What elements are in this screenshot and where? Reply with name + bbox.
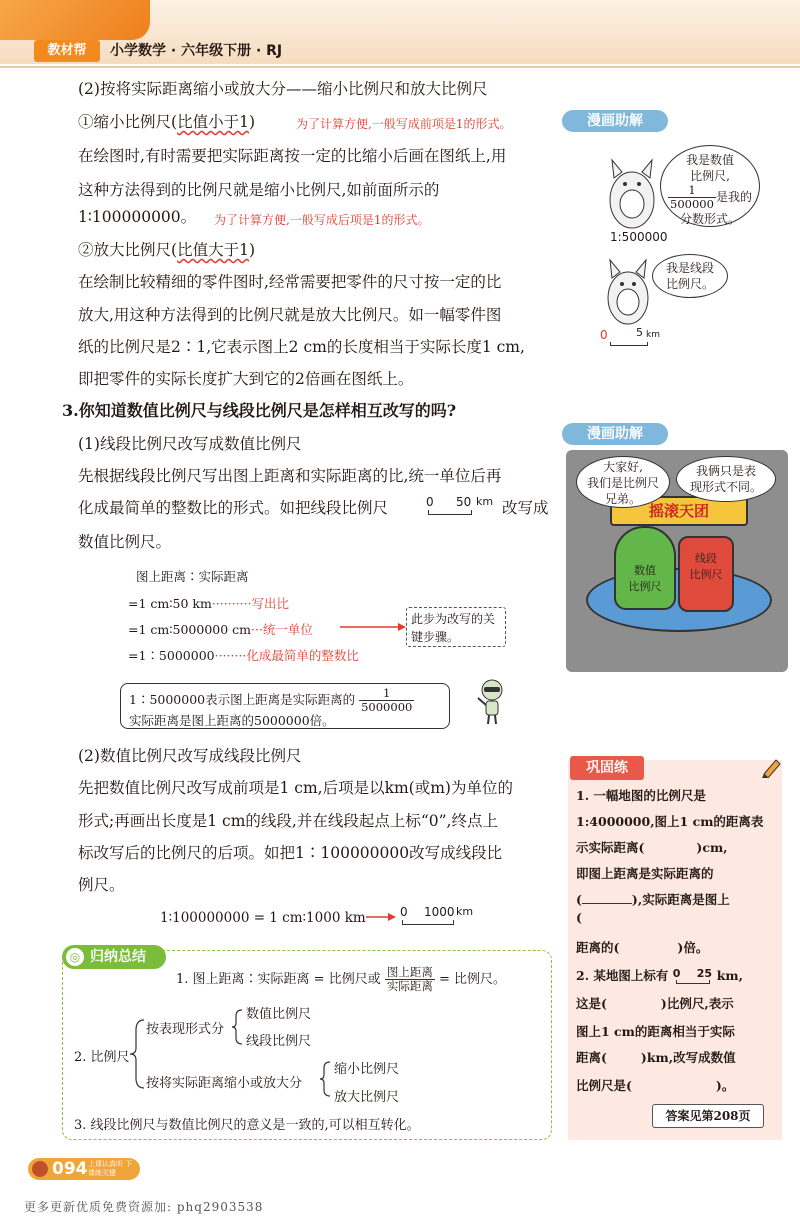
enlarge-scale-title: ②放大比例尺(比值大于1): [78, 241, 255, 259]
practice-line: 2. 某地图上标有 0 25 km,: [576, 967, 744, 983]
mascot-icon: [32, 1161, 48, 1177]
paragraph-line: 例尺。: [78, 876, 125, 894]
line-scale-1000km: 0 1000 km: [398, 905, 482, 931]
reduce-p3-note: 为了计算方便,一般写成后项是1的形式。: [214, 213, 430, 227]
calc-head: 图上距离∶实际距离: [136, 569, 249, 584]
question-3-title: 3.你知道数值比例尺与线段比例尺是怎样相互改写的吗?: [62, 401, 457, 420]
page-number: 094: [52, 1159, 88, 1179]
practice-tag: 巩固练: [570, 756, 644, 780]
cat-character-icon: [600, 152, 664, 232]
practice-line: 示实际距离( )cm,: [576, 840, 728, 855]
answer-blank[interactable]: [582, 903, 632, 904]
paragraph-line: 先把数值比例尺改写成前项是1 cm,后项是以km(或m)为单位的: [78, 779, 513, 797]
section-3-1-title: (1)线段比例尺改写成数值比例尺: [78, 435, 302, 453]
practice-line: ( ),实际距离是图上: [576, 892, 730, 907]
speech-bubble: 大家好, 我们是比例尺 兄弟。: [576, 456, 670, 508]
robot-icon: [474, 678, 510, 728]
summary-leaf: 线段比例尺: [246, 1034, 312, 1049]
band-banner: 摇滚天团: [610, 496, 748, 526]
calc-step-1: =1 cm∶50 km··········写出比: [128, 596, 290, 611]
comic-tag: 漫画助解: [562, 110, 668, 132]
pencil-icon: [760, 756, 782, 778]
fraction: $\frac{\text{图上距离}}{\text{实际距离}}$: [386, 965, 433, 993]
conclusion-box: 1∶5000000表示图上距离是实际距离的 $\frac{1}{5000000}$ 实际距离是图上距离的5000000倍。: [120, 683, 450, 729]
practice-line: 1. 一幅地图的比例尺是: [576, 788, 706, 803]
book-title: 小学数学 · 六年级下册 · RJ: [110, 43, 283, 59]
comic-tag: 漫画助解: [562, 423, 668, 445]
reduce-scale-condition: 比值小于1: [177, 113, 249, 131]
paragraph-line: 先根据线段比例尺写出图上距离和实际距离的比,统一单位后再: [78, 467, 502, 485]
key-step-note: 此步为改写的关键步骤。: [406, 607, 506, 647]
summary-leaf: 数值比例尺: [246, 1007, 312, 1022]
reduce-scale-title: ①缩小比例尺(比值小于1): [78, 113, 255, 131]
reduce-note: 为了计算方便,一般写成前项是1的形式。: [296, 117, 512, 131]
summary-leaf: 缩小比例尺: [334, 1062, 400, 1077]
fraction: $\frac{1}{5000000}$: [361, 686, 413, 714]
practice-line: 即图上距离是实际距离的: [576, 866, 714, 881]
comic-label: 1:500000: [610, 230, 668, 244]
arrow-icon: [340, 620, 406, 634]
paragraph-line: 纸的比例尺是2∶1,它表示图上2 cm的长度相当于实际长度1 cm,: [78, 338, 525, 356]
practice-line: 图上1 cm的距离相当于实际: [576, 1024, 735, 1039]
calc-step-2: =1 cm∶5000000 cm···统一单位: [128, 622, 313, 637]
arrow-icon: [366, 910, 396, 924]
line-scale-25km: 0 25: [673, 968, 717, 984]
speech-bubble: 我是数值 比例尺, $\frac{1}{500000}$ 是我的 分数形式。: [660, 145, 760, 227]
paragraph-line: 改写成: [502, 499, 549, 517]
practice-line: 1:4000000,图上1 cm的距离表: [576, 814, 764, 829]
speech-bubble: 我俩只是表 现形式不同。: [676, 456, 776, 502]
character-numeric-scale: 数值 比例尺: [614, 526, 676, 610]
line-scale-5km: 0 5 km: [600, 328, 670, 348]
paragraph-line: 在绘图时,有时需要把实际距离按一定的比缩小后画在图纸上,用: [78, 147, 507, 165]
practice-line: 比例尺是( )。: [576, 1078, 735, 1093]
summary-item-3: 3. 线段比例尺与数值比例尺的意义是一致的,可以相互转化。: [74, 1118, 420, 1133]
calc-step-3: =1∶5000000········化成最简单的整数比: [128, 648, 359, 663]
speech-bubble: 我是线段 比例尺。: [652, 254, 728, 298]
practice-line: (: [576, 910, 582, 925]
section-3-2-title: (2)数值比例尺改写成线段比例尺: [78, 747, 302, 765]
cat-character-icon: [600, 254, 656, 330]
paragraph-line: 标改写后的比例尺的后项。如把1∶100000000改写成线段比: [78, 844, 503, 862]
paragraph-line: 这种方法得到的比例尺就是缩小比例尺,如前面所示的: [78, 181, 440, 199]
footer-slogan: 上课认真听 下课练关键: [88, 1160, 133, 1177]
section-2-title: (2)按将实际距离缩小或放大分——缩小比例尺和放大比例尺: [78, 80, 488, 98]
paragraph-line: 即把零件的实际长度扩大到它的2倍画在图纸上。: [78, 370, 414, 388]
paragraph-line: 在绘制比较精细的零件图时,经常需要把零件的尺寸按一定的比: [78, 273, 502, 291]
header-divider: [0, 66, 800, 68]
answer-reference: 答案见第208页: [652, 1104, 764, 1128]
paragraph-line: 形式;再画出长度是1 cm的线段,并在线段起点上标“0”,终点上: [78, 812, 498, 830]
summary-item-2-label: 2. 比例尺: [74, 1050, 130, 1065]
paragraph-line: 化成最简单的整数比的形式。如把线段比例尺: [78, 499, 389, 517]
summary-item-1: 1. 图上距离∶实际距离 = 比例尺或 $\frac{\text{图上距离}}{\text{实际距离}}$ = 比例尺。: [176, 965, 507, 993]
enlarge-scale-condition: 比值大于1: [177, 241, 249, 259]
practice-line: 距离的( )倍。: [576, 940, 709, 955]
character-line-scale: 线段 比例尺: [678, 536, 734, 612]
brand-badge: 教材帮: [34, 40, 100, 62]
watermark-text: 更多更新优质免费资源加: phq2903538: [24, 1200, 264, 1214]
summary-badge: ◎ 归纳总结: [62, 945, 166, 969]
line-scale-50km: 0 50 km: [424, 495, 498, 519]
summary-leaf: 放大比例尺: [334, 1090, 400, 1105]
practice-line: 这是( )比例尺,表示: [576, 996, 734, 1011]
target-icon: ◎: [66, 948, 84, 966]
summary-branch-1: 按表现形式分: [146, 1022, 225, 1037]
practice-line: 距离( )km,改写成数值: [576, 1050, 736, 1065]
header-decor-tab: [0, 0, 150, 40]
summary-branch-2: 按将实际距离缩小或放大分: [146, 1076, 303, 1091]
paragraph-line: 数值比例尺。: [78, 533, 172, 551]
paragraph-line: 放大,用这种方法得到的比例尺就是放大比例尺。如一幅零件图: [78, 306, 502, 324]
example-equation: 1∶100000000 = 1 cm∶1000 km: [160, 910, 366, 926]
paragraph-line: 1∶100000000。: [78, 208, 197, 226]
